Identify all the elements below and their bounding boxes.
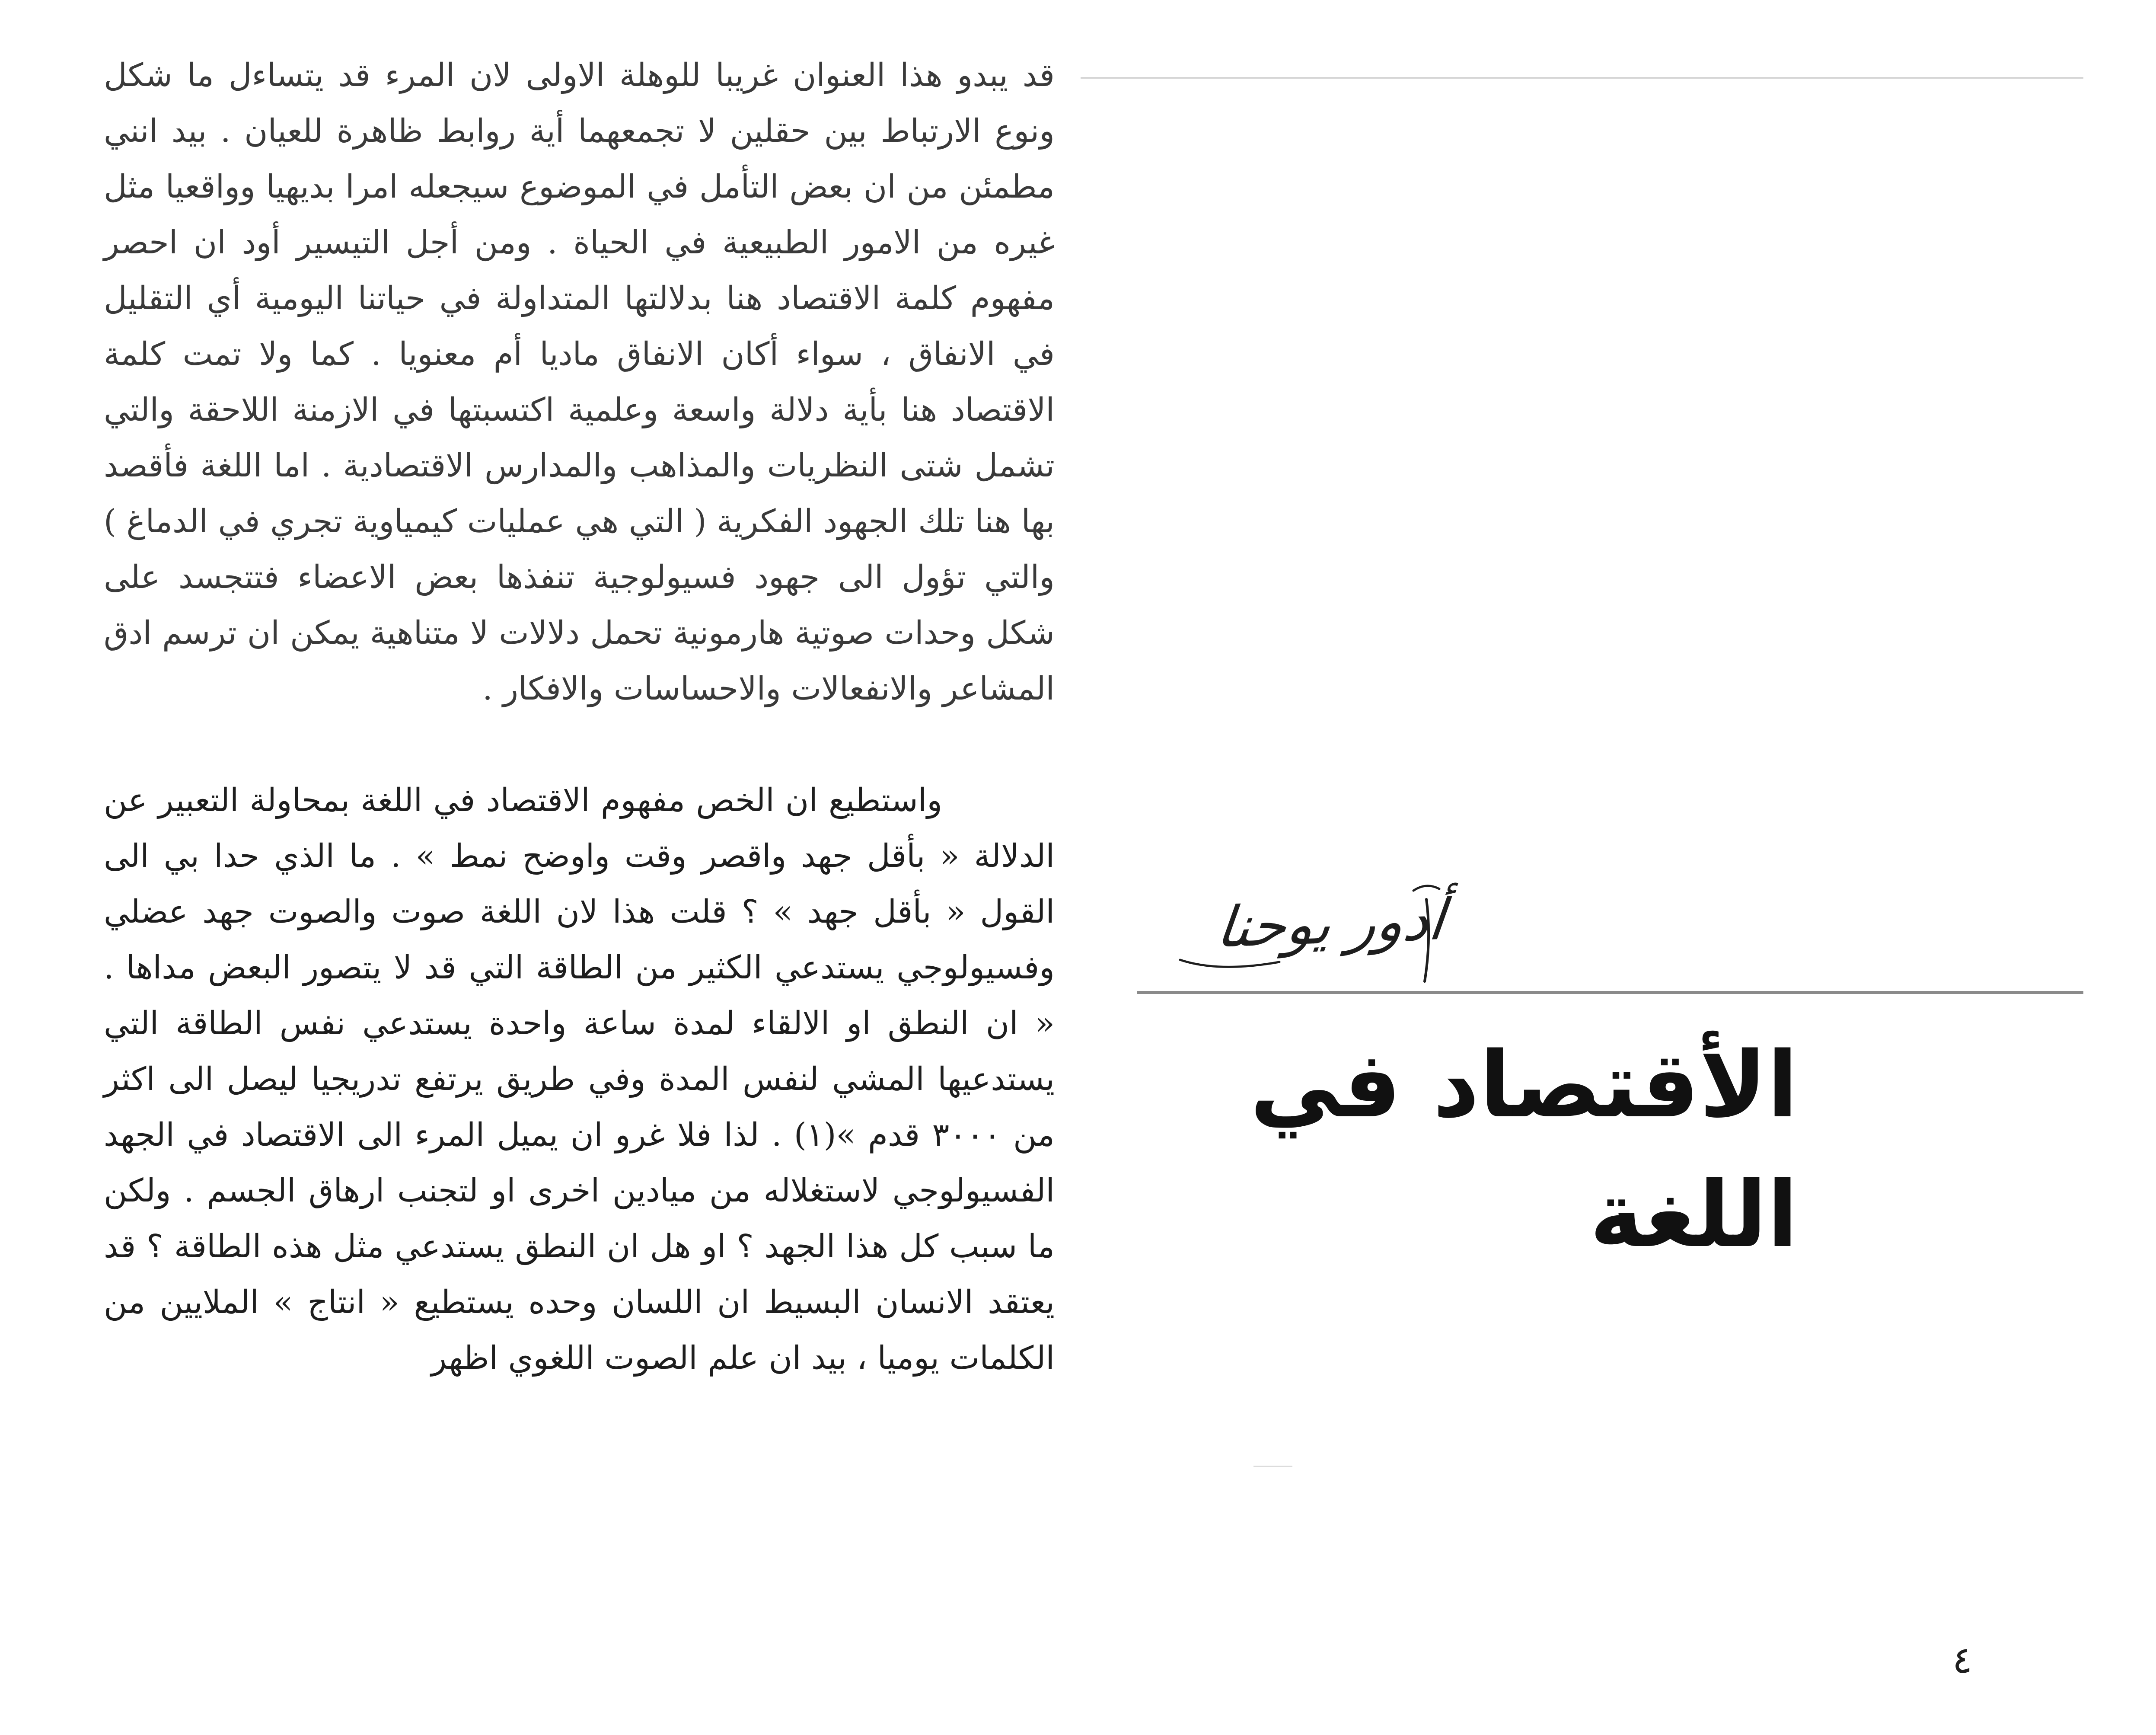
top-divider-line [1081,77,2083,79]
signature-text: أدور يوحنا [1213,886,1448,961]
article-title: الأقتصاد في اللغة [1250,1032,1798,1268]
article-paragraph-1: قد يبدو هذا العنوان غريبا للوهلة الاولى لان المرء قد يتساءل ما شكل ونوع الارتباط بين حقلين لا تجمعهما أية روابط ظاهرة للعيان . بيد انني مطمئن من ان بعض التأمل في الموضوع سيجعله امرا بديهيا وواقعيا مثل غيره من الامور الطبيعية في الحياة . ومن أجل التيسير أود ان احصر مفهوم كلمة الاقتصاد هنا بدلالتها المتداولة في حياتنا اليومية أي التقليل في الانفاق ، سواء أكان الانفاق ماديا أم معنويا . كما ولا تمت كلمة الاقتصاد هنا بأية دلالة واسعة وعلمية اكتسبتها في الازمنة اللاحقة والتي تشمل شتى النظريات والمذاهب والمدارس الاقتصادية . اما اللغة فأقصد بها هنا تلك الجهود الفكرية ( التي هي عمليات كيمياوية تجري في الدماغ ) والتي تؤول الى جهود فسيولوجية تنفذها بعض الاعضاء فتتجسد على شكل وحدات صوتية هارمونية تحمل دلالات لا متناهية يمكن ان ترسم ادق المشاعر والانفعالات والاحساسات والافكار . [104,57,1055,707]
article-paragraph-2: واستطيع ان الخص مفهوم الاقتصاد في اللغة بمحاولة التعبير عن الدلالة « بأقل جهد واقصر وقت واوضح نمط » . ما الذي حدا بي الى القول « بأقل جهد » ؟ قلت هذا لان اللغة صوت والصوت جهد عضلي وفسيولوجي يستدعي الكثير من الطاقة التي قد لا يتصور البعض مداها . « ان النطق او الالقاء لمدة ساعة واحدة يستدعي نفس الطاقة التي يستدعيها المشي لنفس المدة وفي طريق يرتفع تدريجيا ليصل الى اكثر من ٣٠٠٠ قدم »(١) . لذا فلا غرو ان يميل المرء الى الاقتصاد في الجهد الفسيولوجي لاستغلاله من ميادين اخرى او لتجنب ارهاق الجسم . ولكن ما سبب كل هذا الجهد ؟ او هل ان النطق يستدعي مثل هذه الطاقة ؟ قد يعتقد الانسان البسيط ان اللسان وحده يستطيع « انتاج » الملايين من الكلمات يوميا ، بيد ان علم الصوت اللغوي اظهر [104,782,1055,1377]
page-number: ٤ [1952,1639,1973,1682]
article-body [104,48,1055,1386]
author-signature [1167,873,1448,1003]
title-divider-line [1137,991,2083,994]
scan-mark [1253,1466,1292,1467]
